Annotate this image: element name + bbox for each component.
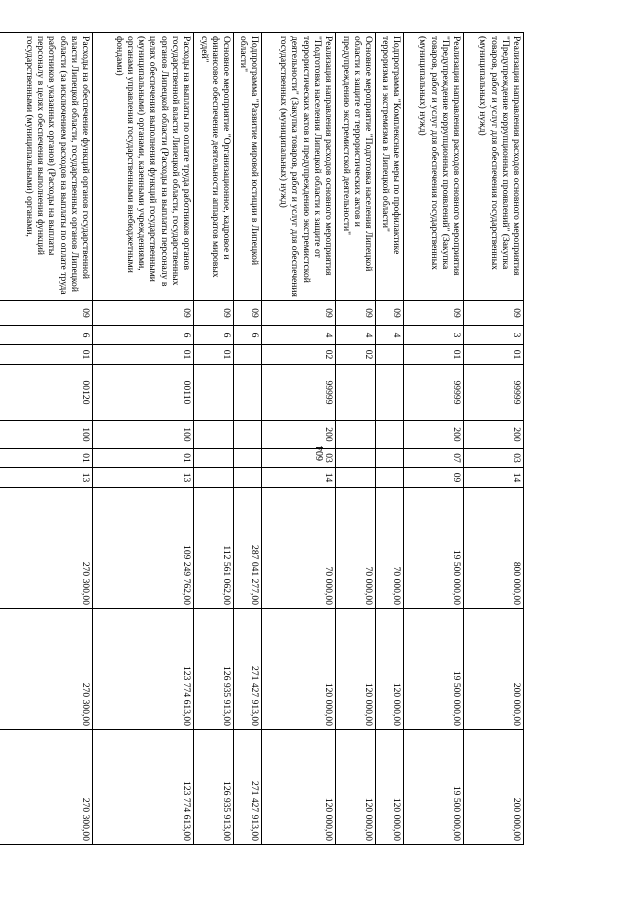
row-code-program-cell: 09: [464, 301, 524, 326]
row-code-event-cell: 02: [262, 345, 336, 365]
row-amount-year2-cell: 200 000,00: [464, 609, 524, 730]
row-code-subprogram-cell: 4: [376, 326, 404, 345]
budget-table-page: [23, 32, 524, 844]
row-code-subprogram-cell: 6: [194, 326, 234, 345]
row-code-direction-cell: [336, 365, 376, 421]
row-code-direction-cell: [194, 365, 234, 421]
row-amount-year3-cell: 126 935 913,00: [194, 730, 234, 845]
row-name-cell: Подпрограмма "Комплексные меры по профилактике терроризма и экстремизма в Липецкой области": [376, 33, 404, 301]
row-amount-year1-cell: 70 000,00: [262, 488, 336, 609]
row-amount-year2-cell: 126 935 913,00: [194, 609, 234, 730]
row-amount-year3-cell: 271 427 913,00: [234, 730, 262, 845]
row-code-program-cell: 09: [194, 301, 234, 326]
row-code-section-cell: [194, 449, 234, 468]
row-amount-year2-cell: 123 774 613,00: [93, 609, 194, 730]
row-code-subprogram-cell: 6: [93, 326, 194, 345]
row-amount-year1-cell: 19 500 000,00: [404, 488, 464, 609]
row-code-direction-cell: 99999: [262, 365, 336, 421]
row-code-section-cell: [376, 449, 404, 468]
row-code-subprogram-cell: 3: [464, 326, 524, 345]
row-code-expense-type-cell: 200: [464, 421, 524, 449]
row-code-event-cell: 01: [93, 345, 194, 365]
row-code-subsection-cell: [376, 468, 404, 488]
row-name-cell: Основное мероприятие "Организационное, кадровое и финансовое обеспечение деятельности аппаратов мировых судей": [194, 33, 234, 301]
row-code-subsection-cell: 14: [464, 468, 524, 488]
row-name-cell: Расходы на обеспечение функций органов государственной власти Липецкой области, государственных органов Липецкой области (за исключением расходов на выплаты по оплате труда работников указанных органов) (Расходы на выплаты персоналу в целях обеспечения выполнения функций государственными (муниципальными) органами,: [0, 33, 93, 301]
row-code-subsection-cell: 13: [0, 468, 93, 488]
row-amount-year2-cell: 120 000,00: [262, 609, 336, 730]
row-code-program-cell: 09: [93, 301, 194, 326]
row-name-cell: Расходы на выплаты по оплате труда работников органов государственной власти Липецкой области, государственных органов Липецкой области (Расходы на выплаты персоналу в целях обеспечения выполнения функций государственными (муниципальными) органами, казенными учреждениями, органами управления государственными внебюджетными фондами): [93, 33, 194, 301]
row-amount-year3-cell: 19 500 000,00: [404, 730, 464, 845]
row-code-event-cell: 01: [404, 345, 464, 365]
row-code-event-cell: [234, 345, 262, 365]
row-name-cell: Реализация направления расходов основного мероприятия "Предупреждение коррупционных проявлений" (Закупка товаров, работ и услуг для обеспечения государственных (муниципальных) нужд): [404, 33, 464, 301]
row-name-cell: Основное мероприятие "Подготовка населения Липецкой области к защите от террористических актов и предупреждению экстремистской деятельности": [336, 33, 376, 301]
row-amount-year3-cell: 120 000,00: [376, 730, 404, 845]
row-amount-year2-cell: 271 427 913,00: [234, 609, 262, 730]
row-code-direction-cell: 00120: [0, 365, 93, 421]
row-code-program-cell: 09: [376, 301, 404, 326]
row-code-direction-cell: 99999: [464, 365, 524, 421]
row-amount-year1-cell: 800 000,00: [464, 488, 524, 609]
row-code-section-cell: 07: [404, 449, 464, 468]
row-code-program-cell: 09: [262, 301, 336, 326]
row-code-expense-type-cell: [234, 421, 262, 449]
row-name-cell: Реализация направления расходов основного мероприятия "Предупреждение коррупционных проявлений" (Закупка товаров, работ и услуг для обеспечения государственных (муниципальных) нужд): [464, 33, 524, 301]
row-code-subsection-cell: 09: [404, 468, 464, 488]
row-code-section-cell: 03: [464, 449, 524, 468]
row-amount-year1-cell: 270 300,00: [0, 488, 93, 609]
table-row: [336, 33, 376, 845]
row-code-subprogram-cell: 4: [336, 326, 376, 345]
row-code-section-cell: 01: [0, 449, 93, 468]
row-amount-year3-cell: 200 000,00: [464, 730, 524, 845]
row-code-subsection-cell: 13: [93, 468, 194, 488]
row-code-direction-cell: [234, 365, 262, 421]
row-code-subsection-cell: [194, 468, 234, 488]
row-code-subsection-cell: 14: [262, 468, 336, 488]
row-code-program-cell: 09: [0, 301, 93, 326]
row-code-event-cell: 01: [0, 345, 93, 365]
budget-table: [0, 32, 524, 845]
table-row: [464, 33, 524, 845]
row-code-expense-type-cell: [376, 421, 404, 449]
table-row: [194, 33, 234, 845]
row-code-section-cell: 03: [262, 449, 336, 468]
row-code-event-cell: 01: [194, 345, 234, 365]
row-amount-year3-cell: 123 774 613,00: [93, 730, 194, 845]
row-amount-year3-cell: 120 000,00: [262, 730, 336, 845]
row-code-event-cell: 02: [336, 345, 376, 365]
table-row: [0, 33, 93, 845]
row-code-expense-type-cell: 200: [262, 421, 336, 449]
page-number-text: 604: [314, 445, 326, 461]
row-amount-year2-cell: 19 500 000,00: [404, 609, 464, 730]
row-code-subprogram-cell: 6: [234, 326, 262, 345]
row-code-program-cell: 09: [336, 301, 376, 326]
row-code-subprogram-cell: 3: [404, 326, 464, 345]
row-code-expense-type-cell: 100: [93, 421, 194, 449]
row-code-subprogram-cell: 4: [262, 326, 336, 345]
table-row: [234, 33, 262, 845]
row-amount-year1-cell: 112 561 062,00: [194, 488, 234, 609]
row-code-direction-cell: [376, 365, 404, 421]
row-code-subsection-cell: [336, 468, 376, 488]
row-amount-year1-cell: 70 000,00: [336, 488, 376, 609]
row-code-event-cell: [376, 345, 404, 365]
row-code-direction-cell: 99999: [404, 365, 464, 421]
row-code-event-cell: 01: [464, 345, 524, 365]
row-code-expense-type-cell: 200: [404, 421, 464, 449]
row-code-expense-type-cell: [336, 421, 376, 449]
row-code-subsection-cell: [234, 468, 262, 488]
row-code-direction-cell: 00110: [93, 365, 194, 421]
row-code-section-cell: [336, 449, 376, 468]
row-code-section-cell: [234, 449, 262, 468]
row-code-expense-type-cell: [194, 421, 234, 449]
row-amount-year1-cell: 287 041 277,00: [234, 488, 262, 609]
row-amount-year1-cell: 70 000,00: [376, 488, 404, 609]
row-amount-year3-cell: 270 300,00: [0, 730, 93, 845]
row-amount-year2-cell: 120 000,00: [376, 609, 404, 730]
row-name-cell: Подпрограмма "Развитие мировой юстиции в Липецкой области": [234, 33, 262, 301]
row-amount-year3-cell: 120 000,00: [336, 730, 376, 845]
row-code-program-cell: 09: [404, 301, 464, 326]
row-code-subprogram-cell: 6: [0, 326, 93, 345]
table-row: [404, 33, 464, 845]
table-row: [262, 33, 336, 845]
table-row: [93, 33, 194, 845]
row-amount-year1-cell: 109 249 762,00: [93, 488, 194, 609]
table-row: [376, 33, 404, 845]
row-amount-year2-cell: 120 000,00: [336, 609, 376, 730]
row-code-section-cell: 01: [93, 449, 194, 468]
row-code-expense-type-cell: 100: [0, 421, 93, 449]
row-amount-year2-cell: 270 300,00: [0, 609, 93, 730]
row-name-cell: Реализация направления расходов основного мероприятия "Подготовка населения Липецкой области к защите от террористических актов и предупреждению экстремистской деятельности" (Закупка товаров, работ и услуг для обеспечения государственных (муниципальных) нужд): [262, 33, 336, 301]
row-code-program-cell: 09: [234, 301, 262, 326]
